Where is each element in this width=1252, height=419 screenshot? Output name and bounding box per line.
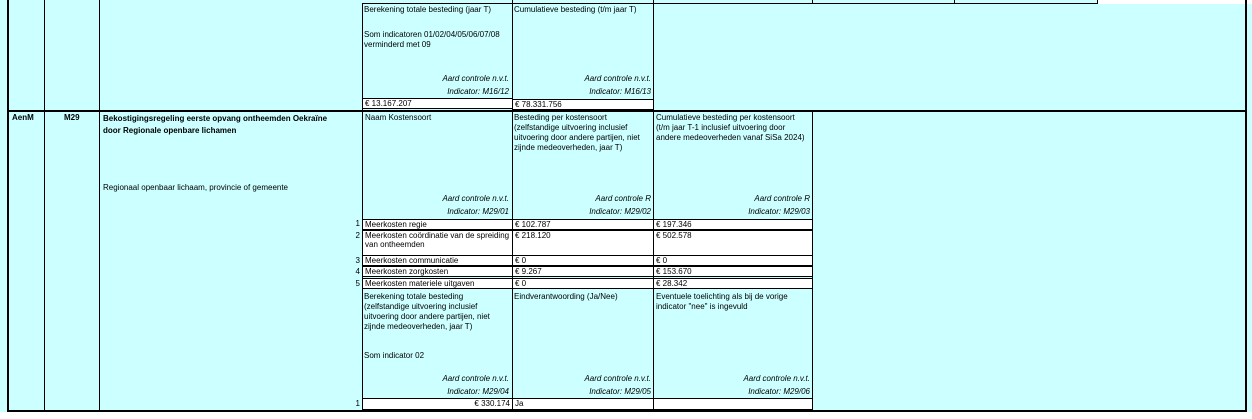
row-title: Bekostigingsregeling eerste opvang ontheemden Oekraïne door Regionale openbare lichamen: [103, 114, 328, 135]
header-aard-a: Aard controle n.v.t.: [442, 194, 509, 203]
bottom-value-b[interactable]: Ja: [512, 398, 654, 410]
top-cumulatief-label: Cumulatieve besteding (t/m jaar T): [514, 5, 637, 14]
top-totaal-label: Berekening totale besteding (jaar T): [364, 5, 492, 14]
top-som-label: Som indicatoren 01/02/04/05/06/07/08 verminderd met 09: [364, 30, 500, 49]
bottom-totaal-label: Berekening totale besteding (zelfstandige uitvoering inclusief uitvoering door andere partijen, niet zijnde medeoverheden, jaar T): [364, 292, 490, 331]
item-besteding[interactable]: € 0: [512, 255, 654, 266]
bottom-indicator-c: Indicator: M29/06: [748, 387, 810, 396]
item-number: 3: [355, 256, 360, 265]
item-number: 2: [355, 231, 360, 240]
header-besteding: Besteding per kostensoort (zelfstandige uitvoering inclusief uitvoering door andere partijen, niet zijnde medeoverheden, jaar T): [514, 113, 640, 152]
top-value-2[interactable]: € 78.331.756: [512, 99, 654, 110]
header-aard-c: Aard controle R: [754, 194, 810, 203]
item-cumulatief[interactable]: € 153.670: [653, 266, 813, 277]
item-naam[interactable]: Meerkosten communicatie: [362, 255, 513, 266]
bottom-aard-c: Aard controle n.v.t.: [743, 374, 810, 383]
header-indicator-b: Indicator: M29/02: [589, 207, 651, 216]
item-besteding[interactable]: € 9.267: [512, 266, 654, 277]
top-value-1[interactable]: € 13.167.207: [362, 98, 513, 109]
row-subtitle: Regionaal openbaar lichaam, provincie of gemeente: [103, 183, 289, 192]
item-besteding[interactable]: € 102.787: [512, 219, 654, 230]
item-naam[interactable]: Meerkosten zorgkosten: [362, 266, 513, 277]
item-naam[interactable]: Meerkosten regie: [362, 219, 513, 230]
bottom-aard-b: Aard controle n.v.t.: [584, 374, 651, 383]
item-besteding[interactable]: € 218.120: [512, 230, 654, 256]
top-indicator-1: Indicator: M16/12: [447, 87, 509, 96]
item-naam[interactable]: Meerkosten coördinatie van de spreiding van ontheemden: [362, 230, 513, 256]
bottom-value-c[interactable]: [653, 398, 813, 410]
bottom-number: 1: [355, 399, 360, 408]
item-besteding[interactable]: € 0: [512, 278, 654, 289]
bottom-eind-label: Eindverantwoording (Ja/Nee): [514, 292, 618, 301]
bottom-aard-a: Aard controle n.v.t.: [442, 374, 509, 383]
item-cumulatief[interactable]: € 502.578: [653, 230, 813, 256]
item-cumulatief[interactable]: € 197.346: [653, 219, 813, 230]
item-naam[interactable]: Meerkosten materiele uitgaven: [362, 278, 513, 289]
item-cumulatief[interactable]: € 28.342: [653, 278, 813, 289]
header-indicator-a: Indicator: M29/01: [447, 207, 509, 216]
item-cumulatief[interactable]: € 0: [653, 255, 813, 266]
header-naam: Naam Kostensoort: [365, 113, 432, 122]
page-bottom: [0, 412, 1252, 419]
bottom-indicator-b: Indicator: M29/05: [589, 387, 651, 396]
header-aard-b: Aard controle R: [595, 194, 651, 203]
bottom-toelichting-label: Eventuele toelichting als bij de vorige indicator "nee" is ingevuld: [656, 292, 788, 311]
outside-right-top: [1098, 0, 1252, 4]
bottom-indicator-a: Indicator: M29/04: [447, 387, 509, 396]
top-aard-2: Aard controle n.v.t.: [584, 74, 651, 83]
header-cumulatief: Cumulatieve besteding per kostensoort (t/m jaar T-1 inclusief uitvoering door andere medeoverheden vanaf SiSa 2024): [656, 113, 805, 142]
item-number: 4: [355, 267, 360, 276]
header-indicator-c: Indicator: M29/03: [748, 207, 810, 216]
top-aard-1: Aard controle n.v.t.: [442, 74, 509, 83]
bottom-som-label: Som indicator 02: [364, 351, 425, 360]
item-number: 5: [355, 279, 360, 288]
row-code: AenM: [12, 113, 34, 122]
row-nummer: M29: [64, 113, 80, 122]
top-indicator-2: Indicator: M16/13: [589, 87, 651, 96]
bottom-value-a[interactable]: € 330.174: [362, 398, 513, 410]
item-number: 1: [355, 219, 360, 228]
